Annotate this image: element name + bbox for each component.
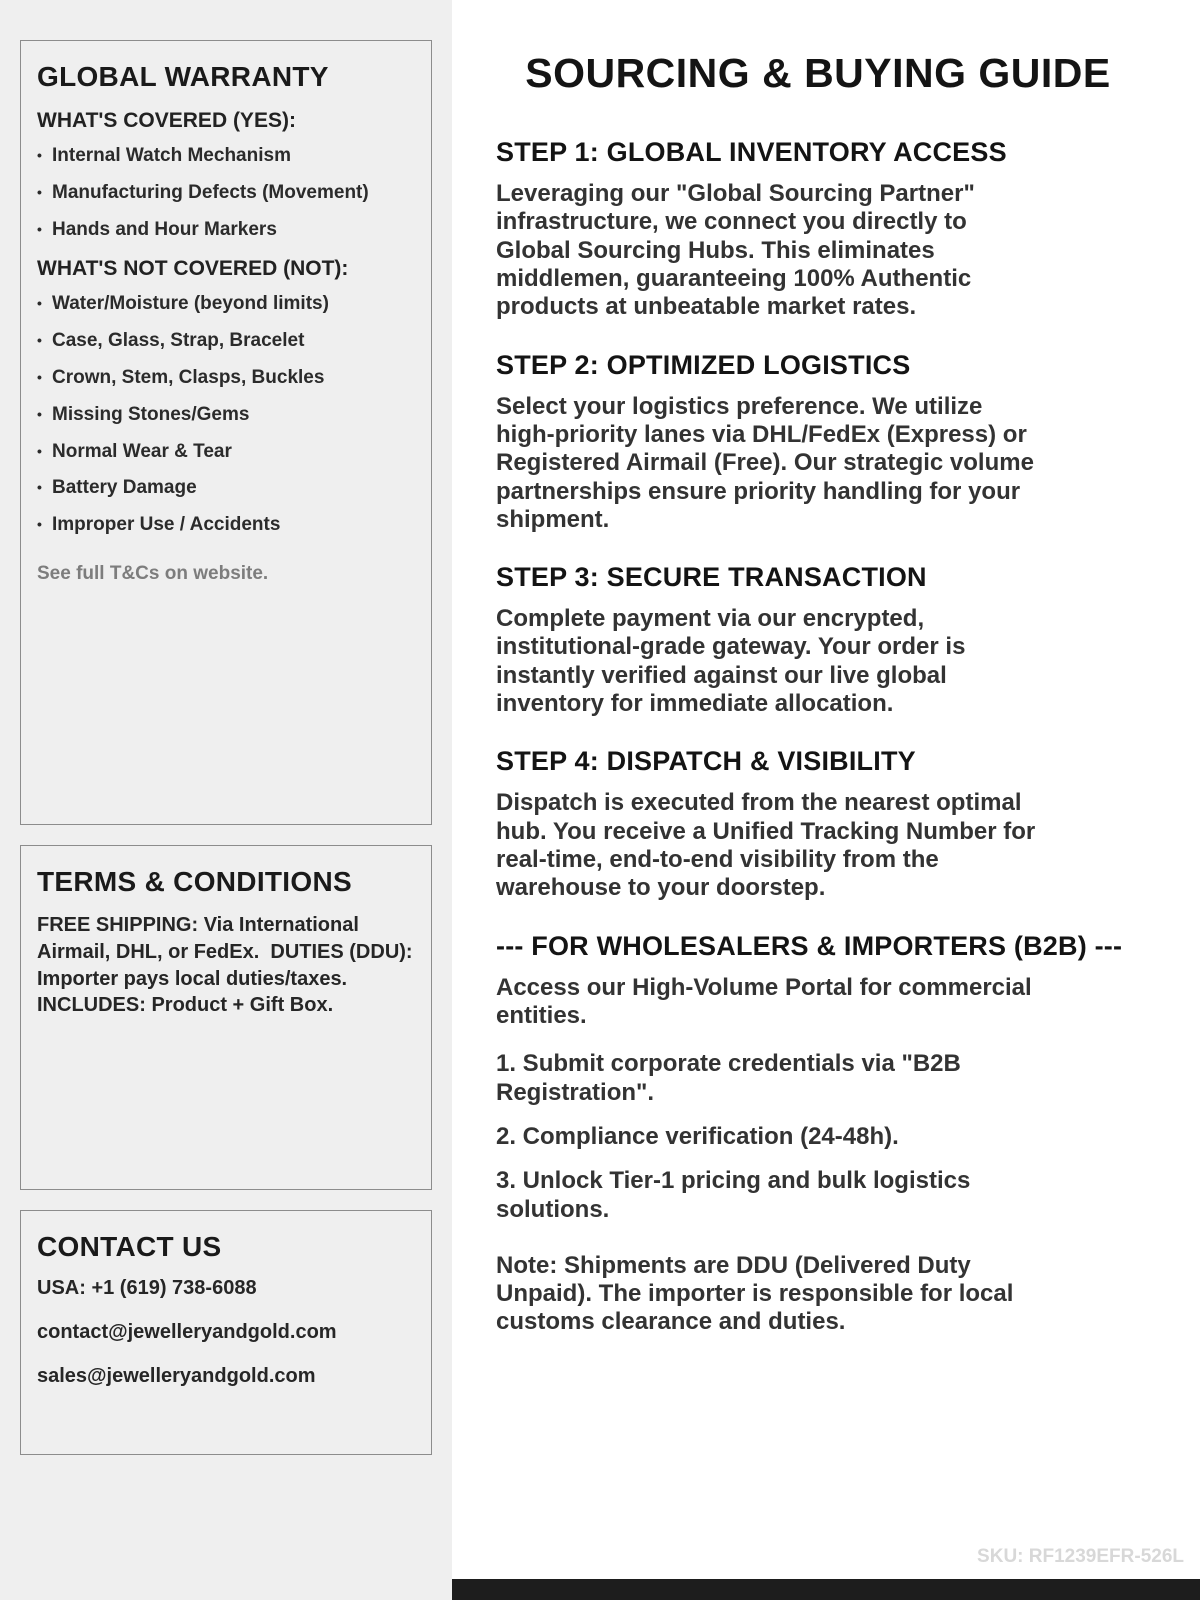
terms-body: FREE SHIPPING: Via International Airmail, DHL, or FedEx. DUTIES (DDU): Importer pays local duties/taxes. INCLUDES: Product + Gift Box. [37, 914, 419, 1017]
main-content [452, 0, 1200, 1600]
list-item: • Crown, Stem, Clasps, Buckles [37, 367, 415, 390]
not-covered-list [37, 293, 415, 537]
warranty-box [20, 40, 432, 825]
covered-list [37, 145, 415, 241]
contact-title: CONTACT US [37, 1231, 222, 1262]
list-item: • Improper Use / Accidents [37, 514, 415, 537]
b2b-section [496, 931, 1140, 1337]
step-heading: STEP 2: OPTIMIZED LOGISTICS [496, 349, 911, 380]
page-title: SOURCING & BUYING GUIDE [525, 50, 1111, 96]
b2b-item: 1. Submit corporate credentials via "B2B Registration". [496, 1050, 961, 1106]
list-item: • Internal Watch Mechanism [37, 145, 415, 168]
contact-email-sales: sales@jewelleryandgold.com [37, 1365, 316, 1387]
warranty-title: GLOBAL WARRANTY [37, 61, 329, 92]
contact-phone: USA: +1 (619) 738-6088 [37, 1277, 257, 1299]
list-item: • Missing Stones/Gems [37, 404, 415, 427]
step-4 [496, 746, 1140, 902]
b2b-intro: Access our High-Volume Portal for commercial entities. [496, 973, 1032, 1029]
covered-title: WHAT'S COVERED (YES): [37, 109, 296, 132]
step-2 [496, 350, 1140, 535]
step-heading: STEP 4: DISPATCH & VISIBILITY [496, 746, 916, 777]
step-heading: STEP 1: GLOBAL INVENTORY ACCESS [496, 137, 1007, 167]
b2b-item: 3. Unlock Tier-1 pricing and bulk logistics solutions. [496, 1167, 971, 1223]
list-item: • Water/Moisture (beyond limits) [37, 293, 415, 316]
contact-email-primary: contact@jewelleryandgold.com [37, 1321, 337, 1343]
footer-bar [452, 1579, 1200, 1600]
b2b-item: 2. Compliance verification (24-48h). [496, 1122, 899, 1150]
b2b-heading: --- FOR WHOLESALERS & IMPORTERS (B2B) --- [496, 930, 1123, 961]
step-3 [496, 562, 1140, 718]
warranty-footnote: See full T&Cs on website. [37, 562, 269, 584]
terms-title: TERMS & CONDITIONS [37, 866, 352, 897]
step-body: Select your logistics preference. We utilize high-priority lanes via DHL/FedEx (Express) or Registered Airmail (Free). Our strategic volume partnerships ensure priority handling for your shipment. [496, 392, 1034, 533]
step-body: Leveraging our "Global Sourcing Partner" infrastructure, we connect you directly to Global Sourcing Hubs. This eliminates middlemen, guaranteeing 100% Authentic products at unbeatable market rates. [496, 180, 975, 321]
step-body: Dispatch is executed from the nearest optimal hub. You receive a Unified Tracking Number for real-time, end-to-end visibility from the warehouse to your doorstep. [496, 789, 1036, 902]
terms-box [20, 845, 432, 1190]
b2b-note: Note: Shipments are DDU (Delivered Duty Unpaid). The importer is responsible for local customs clearance and duties. [496, 1251, 1014, 1336]
list-item: • Case, Glass, Strap, Bracelet [37, 330, 415, 353]
list-item: • Normal Wear & Tear [37, 441, 415, 464]
sku-label: SKU: RF1239EFR-526L [977, 1546, 1184, 1567]
list-item: • Battery Damage [37, 477, 415, 500]
contact-box [20, 1210, 432, 1455]
list-item: • Hands and Hour Markers [37, 219, 415, 242]
step-heading: STEP 3: SECURE TRANSACTION [496, 562, 927, 593]
step-1 [496, 137, 1140, 322]
list-item: • Manufacturing Defects (Movement) [37, 182, 415, 205]
step-body: Complete payment via our encrypted, institutional-grade gateway. Your order is instantly verified against our live global inventory for immediate allocation. [496, 605, 966, 718]
not-covered-title: WHAT'S NOT COVERED (NOT): [37, 257, 349, 281]
sidebar [0, 0, 452, 1600]
